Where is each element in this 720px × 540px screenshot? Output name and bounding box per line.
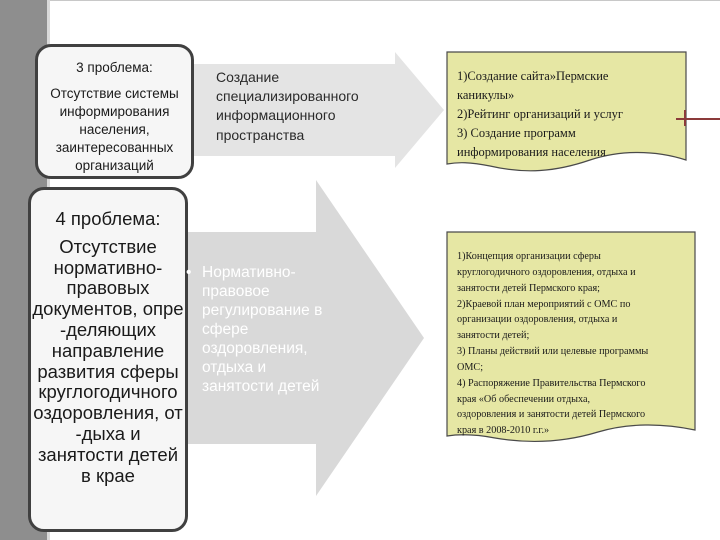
problem-3-line: населения, [79, 122, 150, 137]
result-2-line: 1)Концепция организации сферы [457, 251, 601, 262]
problem-4-line: -деляющих [59, 318, 157, 340]
result-2-text [457, 249, 689, 439]
result-1-text [457, 67, 672, 162]
solution-2-text [186, 263, 366, 396]
result-2-line: занятости детей Пермского края; [457, 282, 600, 294]
result-2-line: занятости детей; [457, 330, 530, 342]
bullet-icon: • [186, 264, 192, 281]
solution-2-line: отдыха и [202, 359, 267, 376]
result-1-line: каникулы» [457, 88, 515, 102]
result-1-line: 2)Рейтинг организаций и услуг [457, 107, 623, 121]
accent-rule [676, 118, 720, 120]
problem-4-line: нормативно- [53, 256, 163, 278]
problem-3-line: организаций [75, 158, 154, 173]
problem-4-line: Отсутствие [59, 235, 157, 257]
solution-1-line: пространства [216, 126, 305, 143]
solution-1-text [216, 68, 401, 145]
result-2-line: организации оздоровления, отдыха и [457, 314, 618, 326]
problem-4-box [28, 187, 188, 532]
result-2-line: 4) Распоряжение Правительства Пермского [457, 377, 646, 389]
problem-3-box [35, 44, 194, 179]
problem-3-title: 3 проблема: [76, 60, 153, 75]
problem-3-line: информирования [59, 104, 170, 119]
solution-1-line: Создание [216, 69, 280, 85]
result-2-line: края в 2008-2010 г.г.» [457, 425, 550, 437]
result-1-line: 3) Создание программ [457, 126, 576, 140]
solution-2-line: оздоровления, [202, 340, 308, 357]
problem-4-line: развития сферы [37, 360, 179, 382]
accent-tick [684, 110, 686, 126]
result-1-line: 1)Создание сайта»Пермские [457, 69, 609, 83]
solution-2-line: сфере [202, 321, 249, 338]
problem-4-line: направление [51, 339, 165, 361]
result-2-line: круглогодичного оздоровления, отдыха и [457, 266, 636, 278]
result-2-line: края «Об обеспечении отдыха, [457, 393, 591, 405]
solution-2-line: занятости детей [202, 378, 320, 395]
solution-2-line: правовое [202, 283, 270, 300]
problem-4-title: 4 проблема: [55, 208, 161, 229]
result-1-line: информирования населения [457, 145, 606, 159]
solution-1-line: информационного [216, 107, 336, 124]
problem-4-line: правовых [66, 277, 150, 299]
solution-2-line: Нормативно- [202, 264, 296, 281]
solution-2-line: регулирование в [202, 302, 323, 319]
problem-3-line: Отсутствие системы [50, 86, 179, 101]
problem-4-line: оздоровления, от [33, 402, 183, 424]
problem-4-line: в крае [81, 464, 135, 486]
problem-4-line: -дыха и [75, 422, 141, 444]
result-2-line: 2)Краевой план мероприятий с ОМС по [457, 298, 631, 310]
result-2-line: ОМС; [457, 361, 484, 373]
result-2-line: 3) Планы действий или целевые программы [457, 346, 649, 358]
problem-3-line: заинтересованных [55, 140, 174, 155]
problem-4-line: документов, опре [32, 298, 184, 320]
result-2-line: оздоровления и занятости детей Пермского [457, 409, 646, 421]
problem-4-line: занятости детей [37, 443, 179, 465]
solution-1-line: специализированного [216, 88, 359, 105]
problem-4-line: круглогодичного [38, 381, 178, 403]
